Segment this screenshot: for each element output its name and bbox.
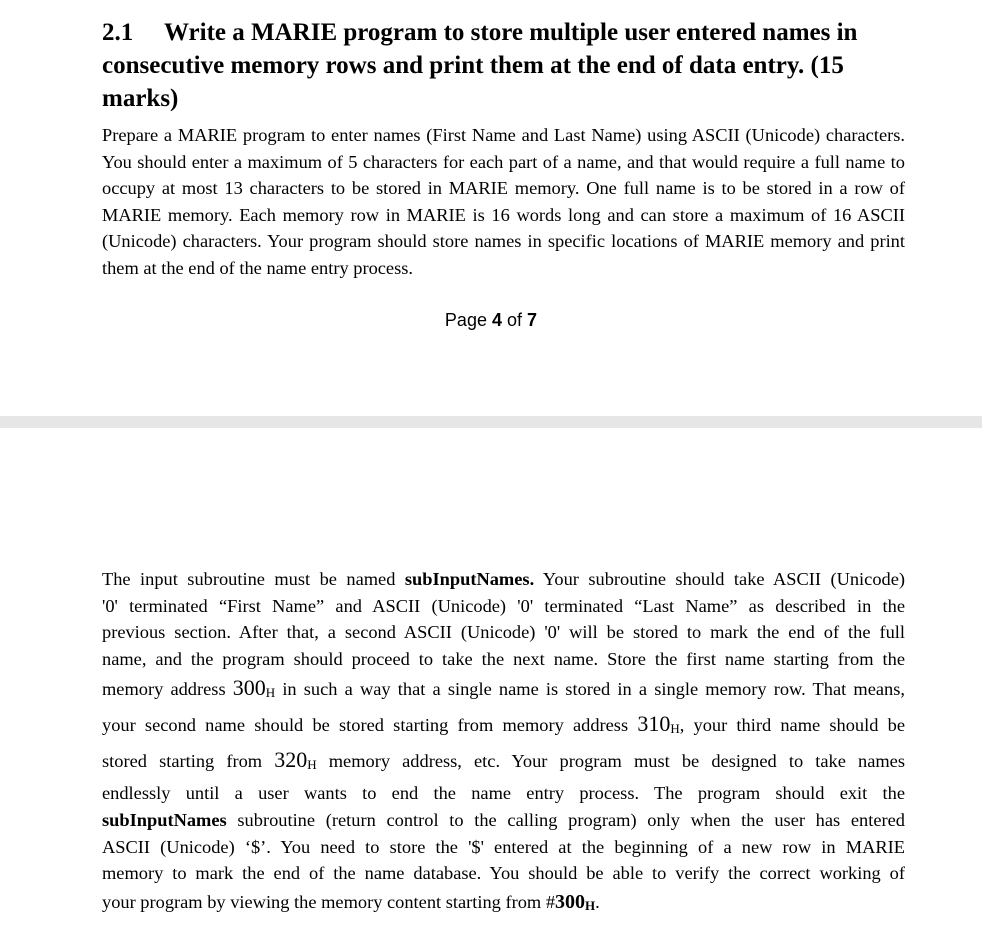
paragraph-line	[102, 566, 905, 593]
paragraph-line	[102, 807, 905, 834]
paragraph-line: ASCII (Unicode) ‘$’. You need to store the '$' entered at the beginning of a new row in MARIE	[102, 836, 905, 857]
paragraph-line: previous section. After that, a second ASCII (Unicode) '0' will be stored to mark the end of the full	[102, 622, 905, 643]
page-separator	[0, 416, 982, 428]
text-run: memory address, etc. Your program must be designed to take names	[316, 751, 905, 772]
text-run: in such a way that a single name is stored in a single memory row. That means,	[275, 679, 905, 700]
paragraph-line	[102, 744, 905, 780]
paragraph-line: name, and the program should proceed to take the next name. Store the first name starting from the	[102, 648, 905, 669]
memory-address: 310	[637, 711, 671, 737]
text-run: stored starting from	[102, 751, 275, 772]
paragraph-line	[102, 708, 905, 744]
hex-subscript: H	[585, 897, 596, 913]
paragraph-line	[102, 887, 905, 921]
page-footer	[0, 308, 982, 332]
subroutine-paragraph	[102, 566, 905, 921]
page-total: 7	[527, 310, 538, 330]
memory-address: 320	[274, 747, 308, 773]
memory-address: 300	[555, 890, 586, 913]
text-run: your second name should be stored starting from memory address	[102, 715, 638, 736]
text-run: Your subroutine should take ASCII (Unicode)	[534, 569, 905, 589]
text-run: your program by viewing the memory content starting from #	[102, 891, 556, 912]
section-heading	[102, 16, 892, 115]
text-run: subroutine (return control to the calling program) only when the user has entered	[226, 809, 905, 830]
intro-paragraph: Prepare a MARIE program to enter names (First Name and Last Name) using ASCII (Unicode) characters. You should enter a maximum of 5 characters for each part of a name, and that would require a full name to occupy at most 13 characters to be stored in MARIE memory. One full name is to be stored in a row of MARIE memory. Each memory row in MARIE is 16 words long and can store a maximum of 16 ASCII (Unicode) characters. Your program should store names in specific locations of MARIE memory and print them at the end of the name entry process.	[102, 125, 905, 278]
hex-subscript: H	[670, 721, 680, 737]
page-number: 4	[491, 310, 502, 330]
section-number: 2.1	[102, 19, 134, 46]
section-title: Write a MARIE program to store multiple user entered names in consecutive memory rows and print them at the end of data entry. (15 marks)	[102, 19, 858, 112]
page-word: Page	[444, 310, 487, 330]
paragraph-line: endlessly until a user wants to end the name entry process. The program should exit the	[102, 783, 905, 804]
text-run: .	[595, 891, 600, 912]
paragraph-line	[102, 672, 905, 708]
hex-subscript: H	[265, 685, 276, 701]
text-run: memory address	[102, 679, 233, 700]
paragraph-line: memory to mark the end of the name database. You should be able to verify the correct working of	[102, 863, 905, 884]
hex-subscript: H	[307, 757, 317, 773]
text-run: The input subroutine must be named	[102, 569, 405, 589]
paragraph-line: '0' terminated “First Name” and ASCII (Unicode) '0' terminated “Last Name” as described in the	[102, 595, 905, 616]
of-word: of	[507, 310, 523, 330]
text-run: , your third name should be	[679, 715, 905, 736]
document-page-upper	[0, 0, 982, 416]
subroutine-name: subInputNames	[102, 809, 227, 830]
subroutine-name: subInputNames.	[404, 569, 535, 589]
memory-address: 300	[232, 675, 266, 701]
